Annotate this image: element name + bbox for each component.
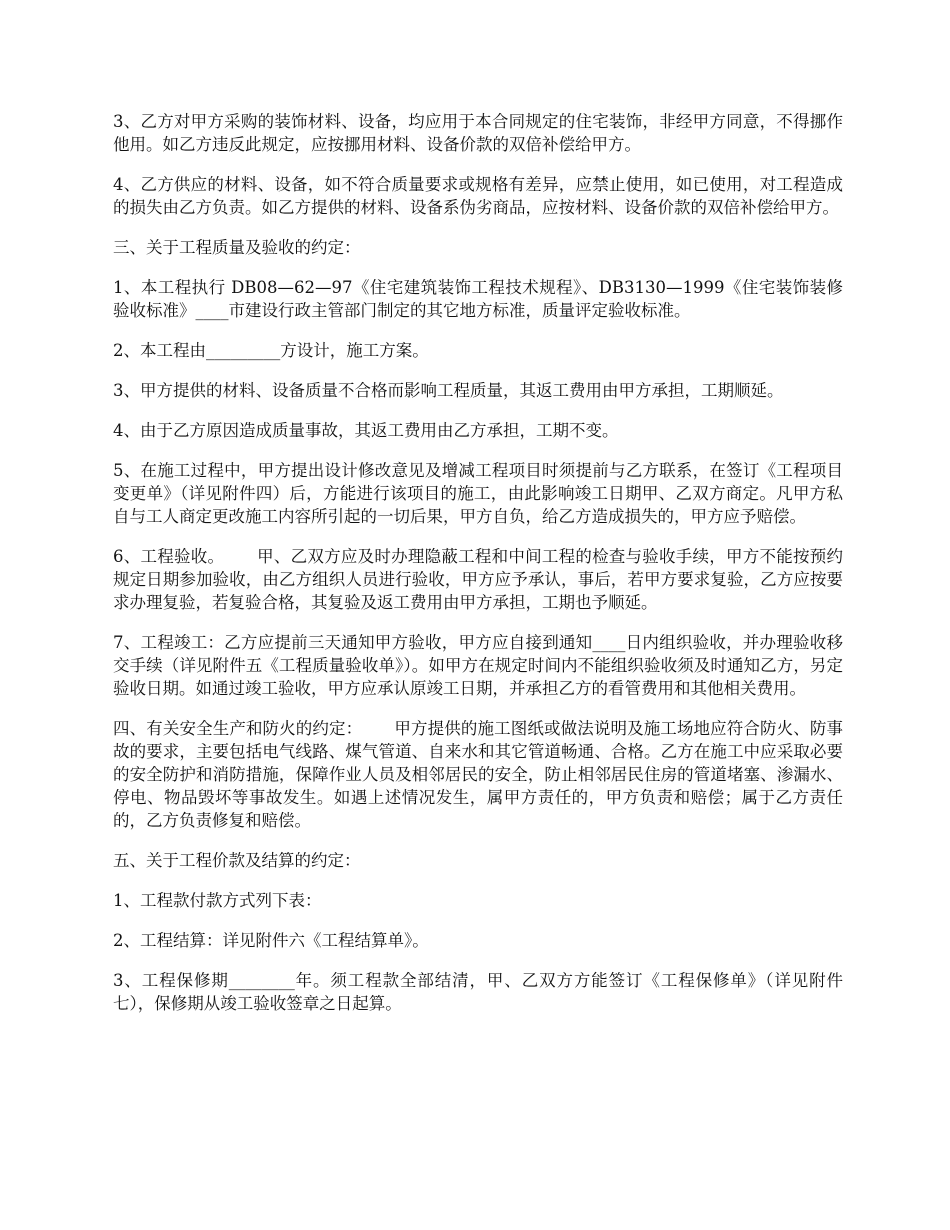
paragraph-safety-fire: 四、有关安全生产和防火的约定： 甲方提供的施工图纸或做法说明及施工场地应符合防火、防事故的要求，主要包括电气线路、煤气管道、自来水和其它管道畅通、合格。乙方在施工中应采取必要的安全防护和消防措施，保障作业人员及相邻居民的安全，防止相邻居民住房的管道堵塞、渗漏水、停电、物品毁坏等事故发生。如遇上述情况发生，属甲方责任的，甲方负责和赔偿；属于乙方责任的，乙方负责修复和赔偿。 bbox=[113, 719, 843, 830]
paragraph-warranty: 3、工程保修期________年。须工程款全部结清，甲、乙双方方能签订《工程保修单》（详见附件七），保修期从竣工验收签章之日起算。 bbox=[113, 971, 843, 1013]
section-heading-quality-acceptance: 三、关于工程质量及验收的约定： bbox=[113, 238, 361, 257]
section-heading-payment: 五、关于工程价款及结算的约定： bbox=[113, 851, 361, 870]
paragraph-party-a-materials: 3、甲方提供的材料、设备质量不合格而影响工程质量，其返工费用由甲方承担，工期顺延。 bbox=[113, 381, 784, 400]
paragraph-party-b-accident: 4、由于乙方原因造成质量事故，其返工费用由乙方承担，工期不变。 bbox=[113, 421, 619, 440]
paragraph-settlement: 2、工程结算：详见附件六《工程结算单》。 bbox=[113, 931, 429, 950]
paragraph-design-changes: 5、在施工过程中，甲方提出设计修改意见及增减工程项目时须提前与乙方联系，在签订《工程项目变更单》（详见附件四）后，方能进行该项目的施工，由此影响竣工日期甲、乙双方商定。凡甲方私自与工人商定更改施工内容所引起的一切后果，甲方自负，给乙方造成损失的，甲方应予赔偿。 bbox=[113, 461, 843, 526]
paragraph-standards: 1、本工程执行 DB08—62—97《住宅建筑装饰工程技术规程》、DB3130—1999《住宅装饰装修验收标准》____市建设行政主管部门制定的其它地方标准，质量评定验收标准。 bbox=[113, 278, 843, 320]
document-body bbox=[113, 110, 843, 1032]
paragraph-material-quality: 4、乙方供应的材料、设备，如不符合质量要求或规格有差异，应禁止使用，如已使用，对工程造成的损失由乙方负责。如乙方提供的材料、设备系伪劣商品，应按材料、设备价款的双倍补偿给甲方。 bbox=[113, 175, 843, 217]
paragraph-material-misuse: 3、乙方对甲方采购的装饰材料、设备，均应用于本合同规定的住宅装饰，非经甲方同意，不得挪作他用。如乙方违反此规定，应按挪用材料、设备价款的双倍补偿给甲方。 bbox=[113, 112, 843, 154]
paragraph-completion: 7、工程竣工：乙方应提前三天通知甲方验收，甲方应自接到通知____日内组织验收，并办理验收移交手续（详见附件五《工程质量验收单》）。如甲方在规定时间内不能组织验收须及时通知乙方，另定验收日期。如通过竣工验收，甲方应承认原竣工日期，并承担乙方的看管费用和其他相关费用。 bbox=[113, 633, 843, 698]
paragraph-design-party: 2、本工程由_________方设计，施工方案。 bbox=[113, 341, 429, 360]
paragraph-payment-method: 1、工程款付款方式列下表： bbox=[113, 891, 322, 910]
paragraph-inspection: 6、工程验收。 甲、乙双方应及时办理隐蔽工程和中间工程的检查与验收手续，甲方不能按预约规定日期参加验收，由乙方组织人员进行验收，甲方应予承认，事后，若甲方要求复验，乙方应按要求办理复验，若复验合格，其复验及返工费用由甲方承担，工期也予顺延。 bbox=[113, 547, 843, 612]
